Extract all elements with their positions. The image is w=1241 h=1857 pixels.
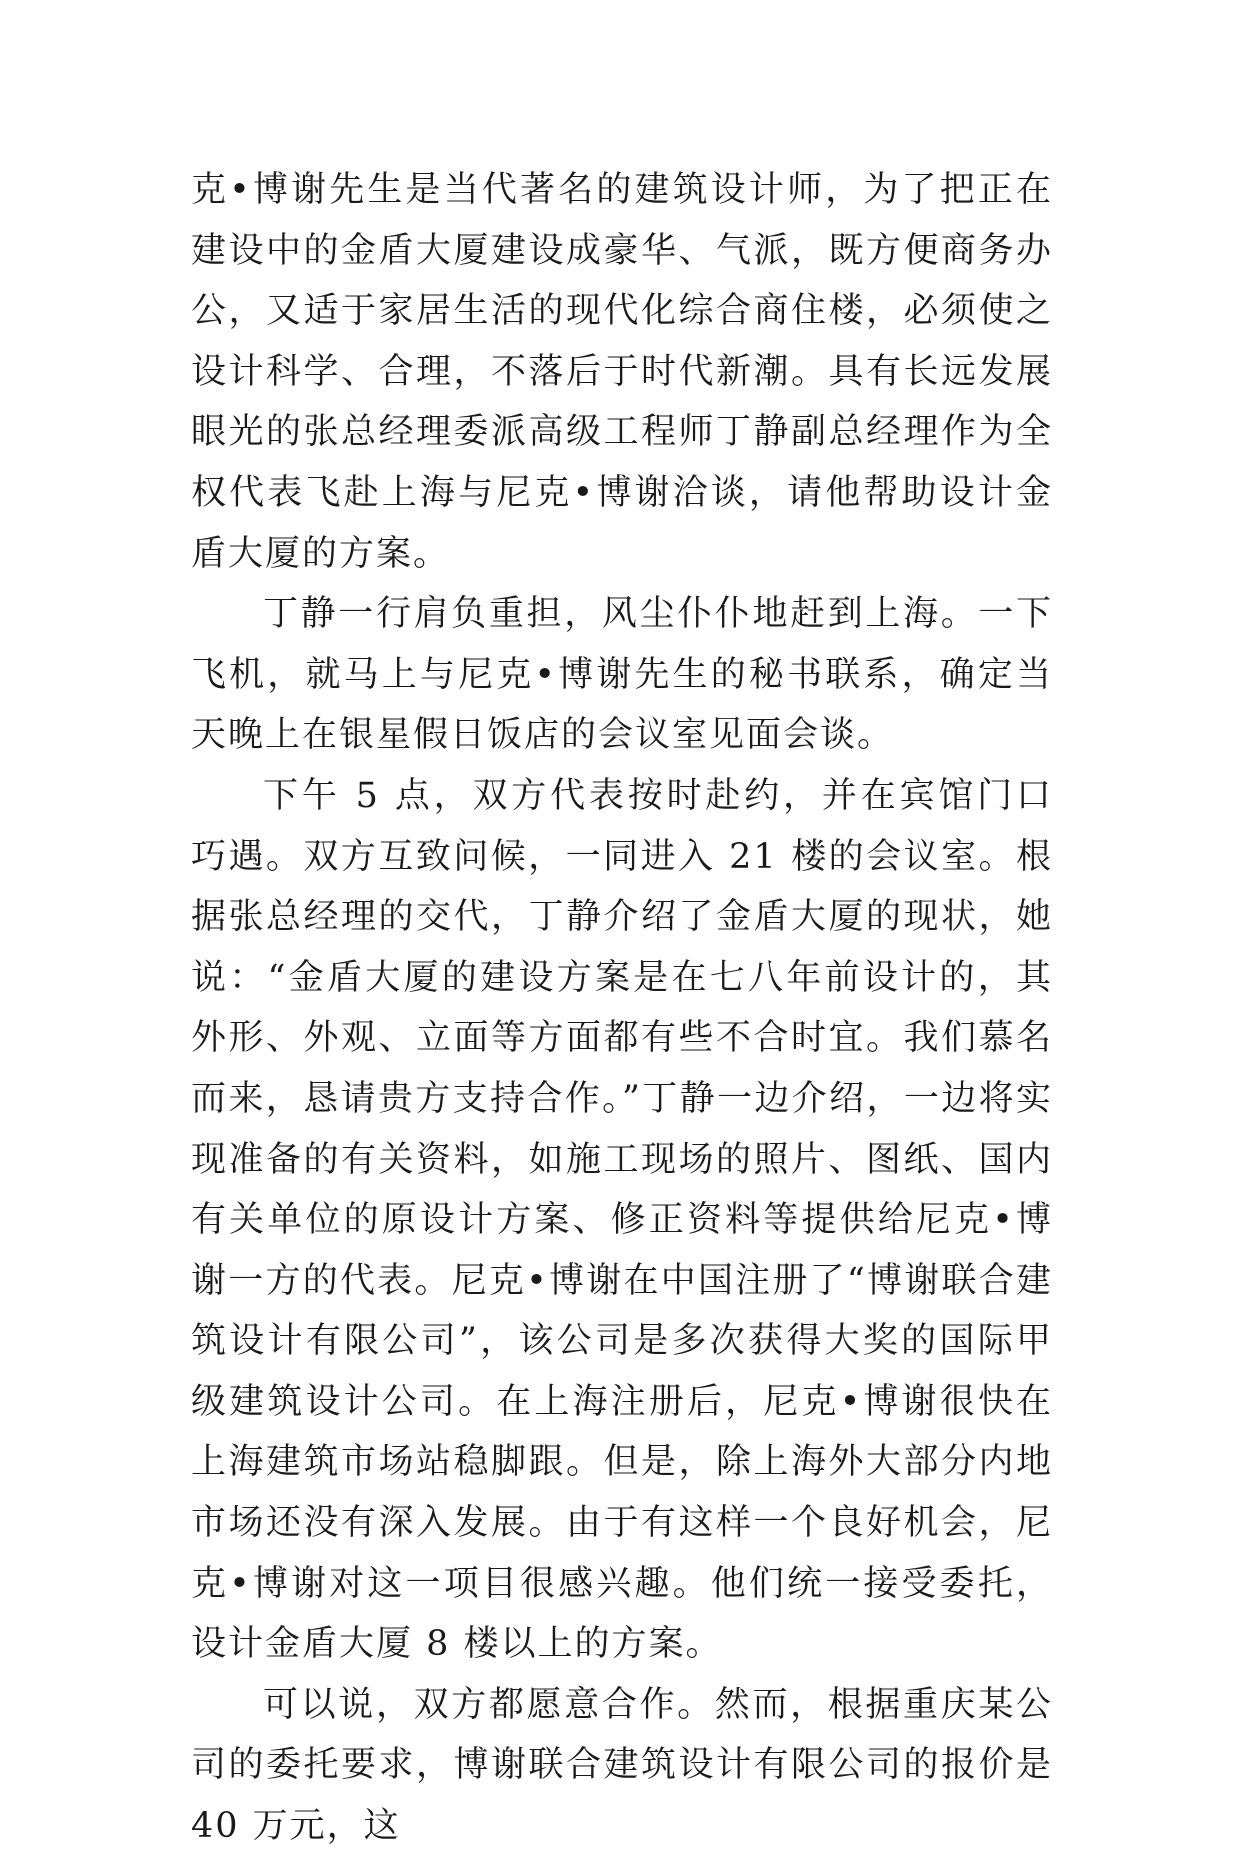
paragraph-2: 丁静一行肩负重担，风尘仆仆地赶到上海。一下飞机，就马上与尼克•博谢先生的秘书联系，确定当天晚上在银星假日饭店的会议室见面会谈。 bbox=[191, 594, 1053, 756]
paragraph-3: 下午 5 点，双方代表按时赴约，并在宾馆门口巧遇。双方互致问候，一同进入 21 楼的会议室。根据张总经理的交代，丁静介绍了金盾大厦的现状，她说：“金盾大厦的建设方案是在七八年前设计的，其外形、外观、立面等方面都有些不合时宜。我们慕名而来，恳请贵方支持合作。”丁静一边介绍，一边将实现准备的有关资料，如施工现场的照片、图纸、国内有关单位的原设计方案、修正资料等提供给尼克•博谢一方的代表。尼克•博谢在中国注册了“博谢联合建筑设计有限公司”，该公司是多次获得大奖的国际甲级建筑设计公司。在上海注册后，尼克•博谢很快在上海建筑市场站稳脚跟。但是，除上海外大部分内地市场还没有深入发展。由于有这样一个良好机会，尼克•博谢对这一项目很感兴趣。他们统一接受委托，设计金盾大厦 8 楼以上的方案。 bbox=[191, 775, 1053, 1665]
paragraph-1: 克•博谢先生是当代著名的建筑设计师，为了把正在建设中的金盾大厦建设成豪华、气派，既方便商务办公，又适于家居生活的现代化综合商住楼，必须使之设计科学、合理，不落后于时代新潮。具有长远发展眼光的张总经理委派高级工程师丁静副总经理作为全权代表飞赴上海与尼克•博谢洽谈，请他帮助设计金盾大厦的方案。 bbox=[191, 170, 1053, 574]
paragraph-4: 可以说，双方都愿意合作。然而，根据重庆某公司的委托要求，博谢联合建筑设计有限公司的报价是 40 万元，这 bbox=[191, 1684, 1053, 1847]
body-text bbox=[191, 160, 1053, 1857]
